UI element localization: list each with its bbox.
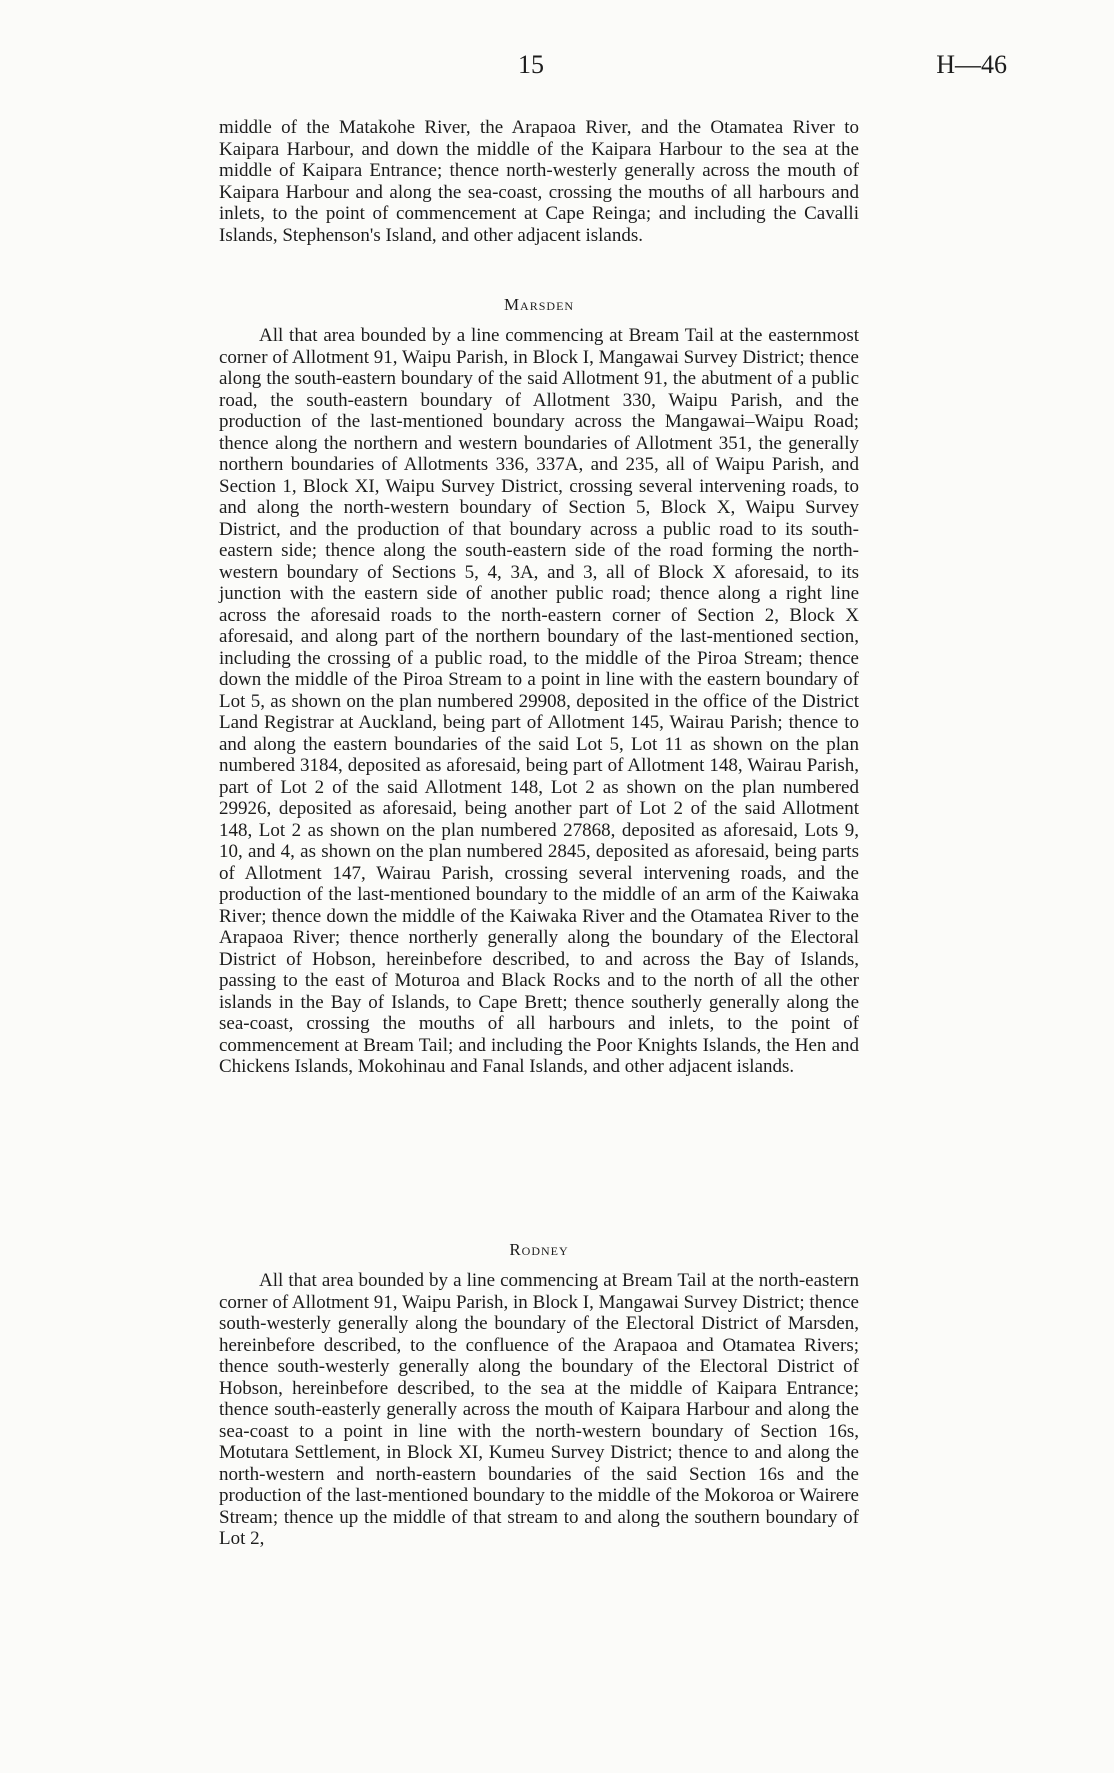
section-hobson-continued: [219, 117, 859, 246]
document-code: H—46: [936, 50, 1007, 79]
section-marsden: [219, 325, 859, 1078]
paragraph: All that area bounded by a line commencing at Bream Tail at the easternmost corner of Allotment 91, Waipu Parish, in Block I, Mangawai Survey District; thence along the south-eastern boundary of the said Allotment 91, the abutment of a public road, the south-eastern boundary of Allotment 330, Waipu Parish, and the production of the last-mentioned boundary across the Mangawai–Waipu Road; thence along the northern and western boundaries of Allotment 351, the generally northern boundaries of Allotments 336, 337A, and 235, all of Waipu Parish, and Section 1, Block XI, Waipu Survey District, crossing several intervening roads, to and along the north-western boundary of Section 5, Block X, Waipu Survey District, and the production of that boundary across a public road to its south-eastern side; thence along the south-eastern side of the road forming the north-western boundary of Sections 5, 4, 3A, and 3, all of Block X aforesaid, to its junction with the eastern side of another public road; thence along a right line across the aforesaid roads to the north-eastern corner of Section 2, Block X aforesaid, and along part of the northern boundary of the last-mentioned section, including the crossing of a public road, to the middle of the Piroa Stream; thence down the middle of the Piroa Stream to a point in line with the eastern boundary of Lot 5, as shown on the plan numbered 29908, deposited in the office of the District Land Registrar at Auckland, being part of Allotment 145, Wairau Parish; thence to and along the eastern boundaries of the said Lot 5, Lot 11 as shown on the plan numbered 3184, deposited as aforesaid, being part of Allotment 148, Wairau Parish, part of Lot 2 of the said Allotment 148, Lot 2 as shown on the plan numbered 29926, deposited as aforesaid, being another part of Lot 2 of the said Allotment 148, Lot 2 as shown on the plan numbered 27868, deposited as aforesaid, Lots 9, 10, and 4, as shown on the plan numbered 2845, deposited as aforesaid, being parts of Allotment 147, Wairau Parish, crossing several intervening roads, and the production of the last-mentioned boundary to the middle of an arm of the Kaiwaka River; thence down the middle of the Kaiwaka River and the Otamatea River to the Arapaoa River; thence northerly generally along the boundary of the Electoral District of Hobson, hereinbefore described, to and across the Bay of Islands, passing to the east of Moturoa and Black Rocks and to the north of all the other islands in the Bay of Islands, to Cape Brett; thence southerly generally along the sea-coast, crossing the mouths of all harbours and inlets, to the point of commencement at Bream Tail; and including the Poor Knights Islands, the Hen and Chickens Islands, Mokohinau and Fanal Islands, and other adjacent islands.: [219, 325, 859, 1077]
page-number: 15: [518, 50, 544, 79]
section-rodney: [219, 1270, 859, 1550]
page-header: [0, 50, 1114, 90]
heading-marsden: Marsden: [503, 295, 575, 314]
paragraph: middle of the Matakohe River, the Arapaoa River, and the Otamatea River to Kaipara Harbour, and down the middle of the Kaipara Harbour to the sea at the middle of Kaipara Entrance; thence north-westerly generally across the mouth of Kaipara Harbour and along the sea-coast, crossing the mouths of all harbours and inlets, to the point of commencement at Cape Reinga; and including the Cavalli Islands, Stephenson's Island, and other adjacent islands.: [219, 117, 859, 246]
heading-rodney: Rodney: [509, 1240, 569, 1259]
paragraph: All that area bounded by a line commencing at Bream Tail at the north-eastern corner of Allotment 91, Waipu Parish, in Block I, Mangawai Survey District; thence south-westerly generally along the boundary of the Electoral District of Marsden, hereinbefore described, to the confluence of the Arapaoa and Otamatea Rivers; thence south-westerly generally along the boundary of the Electoral District of Hobson, hereinbefore described, to the sea at the middle of Kaipara Entrance; thence south-easterly generally across the mouth of Kaipara Harbour and along the sea-coast to a point in line with the north-western boundary of Section 16s, Motutara Settlement, in Block XI, Kumeu Survey District; thence to and along the north-western and north-eastern boundaries of the said Section 16s and the production of the last-mentioned boundary to the middle of the Mokoroa or Wairere Stream; thence up the middle of that stream to and along the southern boundary of Lot 2,: [219, 1270, 859, 1549]
